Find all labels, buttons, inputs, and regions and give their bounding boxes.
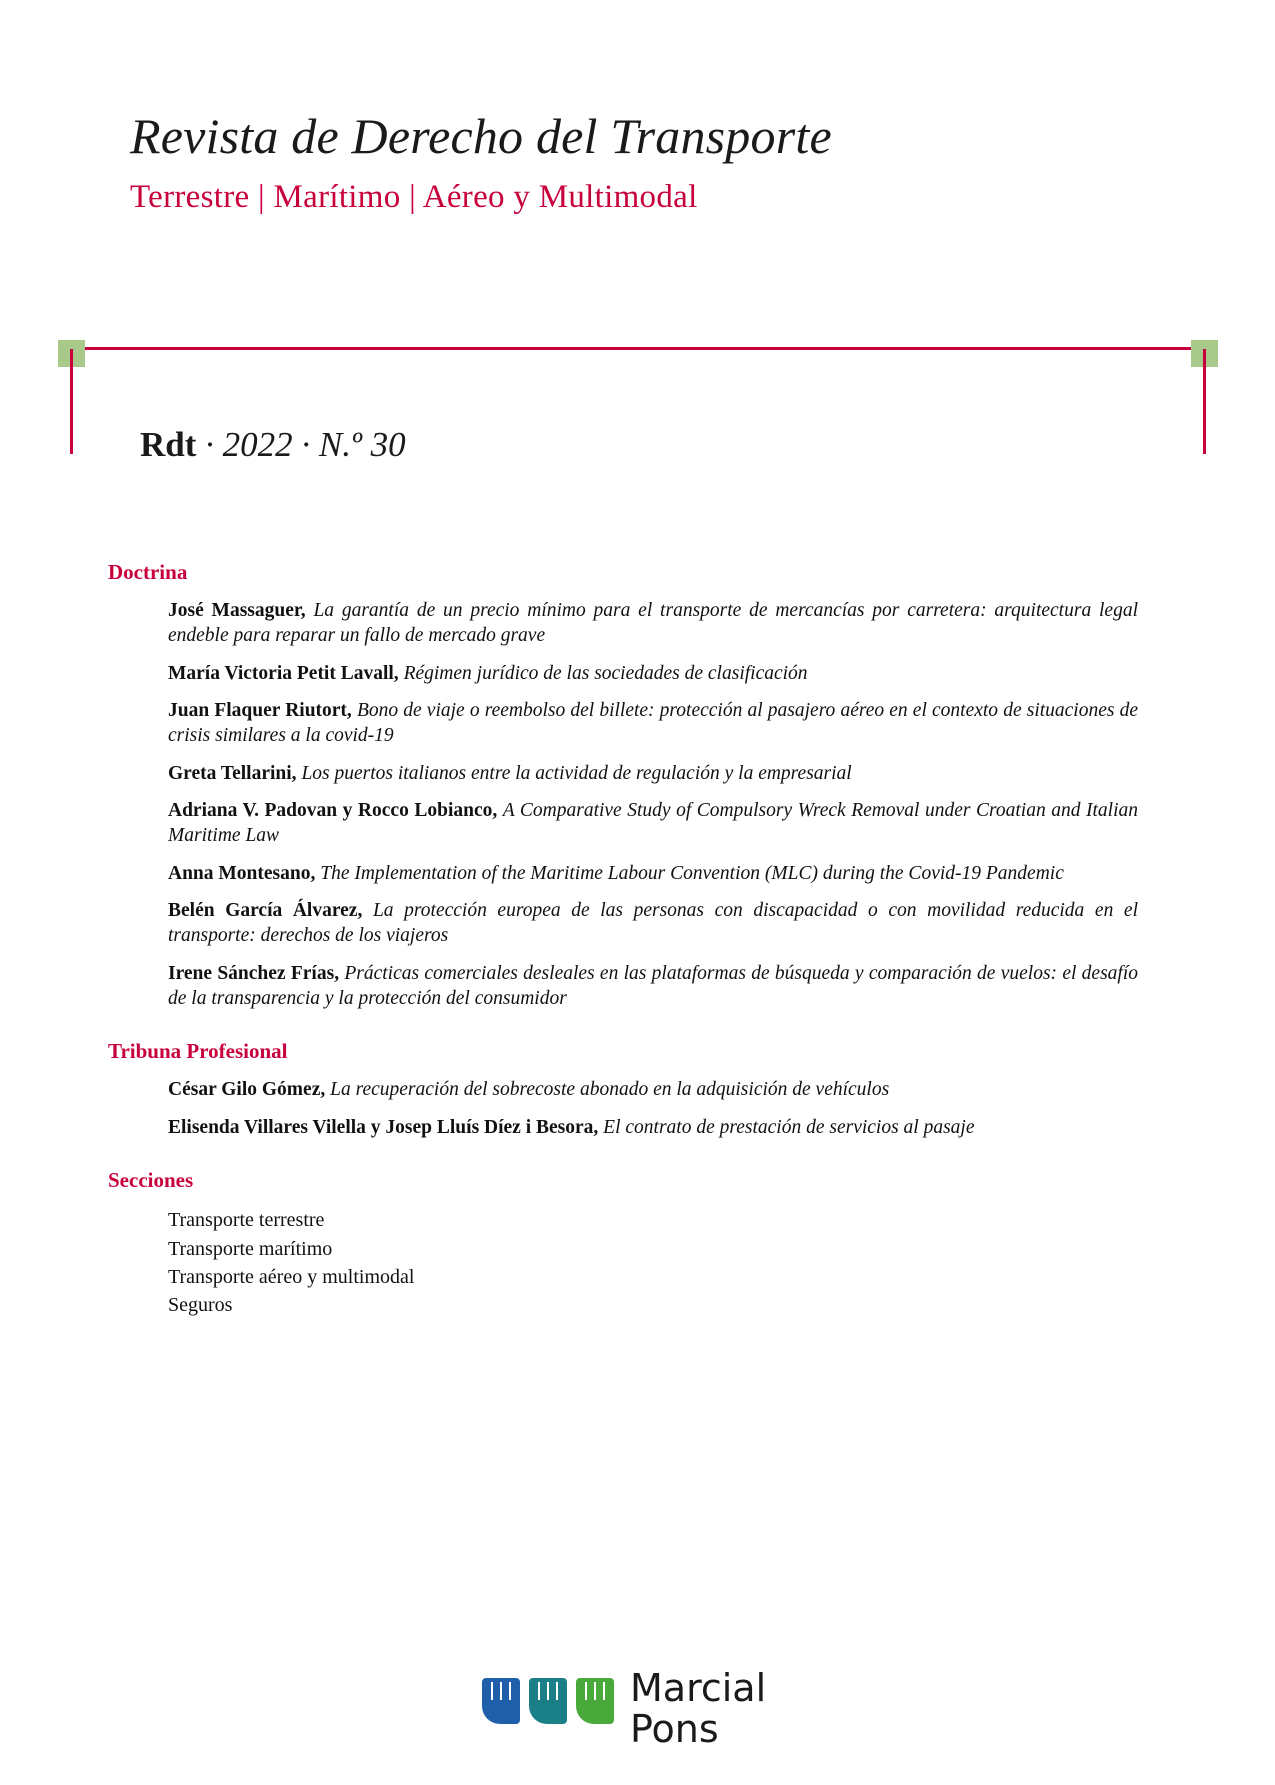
entry-author: Adriana V. Padovan y Rocco Lobianco, xyxy=(168,800,498,822)
horizontal-rule xyxy=(58,347,1218,350)
sections-list xyxy=(168,1206,1138,1320)
marcial-pons-mark-teal-icon xyxy=(529,1678,567,1724)
list-item[interactable] xyxy=(168,1115,1138,1140)
list-item[interactable] xyxy=(168,598,1138,649)
list-item[interactable]: Seguros xyxy=(168,1294,233,1317)
marcial-pons-mark-blue-icon xyxy=(482,1678,520,1724)
section-heading-tribuna-profesional: Tribuna Profesional xyxy=(108,1039,288,1064)
table-of-contents xyxy=(108,560,1138,1320)
publisher-logo xyxy=(482,1666,802,1762)
entry-list-doctrina xyxy=(168,598,1138,1011)
list-item[interactable] xyxy=(168,661,1138,686)
list-item[interactable]: Transporte aéreo y multimodal xyxy=(168,1265,415,1288)
entry-title: Prácticas comerciales desleales en las plataformas de búsqueda y comparación de vuelos: el desafío de la transparencia y la protección del consumidor xyxy=(168,962,1139,1010)
journal-subtitle: Terrestre | Marítimo | Aéreo y Multimodal xyxy=(130,178,698,215)
list-item[interactable] xyxy=(168,698,1138,749)
list-item[interactable] xyxy=(168,861,1138,886)
entry-title: La garantía de un precio mínimo para el transporte de mercancías por carretera: arquitectura legal endeble para reparar un fallo de mercado grave xyxy=(168,600,1138,647)
publisher-name xyxy=(630,1668,766,1750)
issue-details: · 2022 · N.º 30 xyxy=(196,425,406,464)
page-title: Revista de Derecho del Transporte xyxy=(130,108,832,164)
entry-list-tribuna-profesional xyxy=(168,1077,1138,1140)
list-item[interactable]: Transporte terrestre xyxy=(168,1209,325,1232)
entry-title: La recuperación del sobrecoste abonado en la adquisición de vehículos xyxy=(330,1079,890,1101)
list-item[interactable] xyxy=(168,761,1138,786)
entry-author: Greta Tellarini, xyxy=(168,762,297,784)
section-heading-doctrina: Doctrina xyxy=(108,560,188,584)
entry-title: El contrato de prestación de servicios al pasaje xyxy=(603,1116,975,1138)
issue-line xyxy=(140,425,406,465)
list-item[interactable] xyxy=(168,961,1138,1012)
section-heading-secciones: Secciones xyxy=(108,1168,194,1193)
vertical-rule-left xyxy=(70,349,73,454)
entry-title: A Comparative Study of Compulsory Wreck Removal under Croatian and Italian Maritime Law xyxy=(168,800,1139,847)
entry-author: Anna Montesano, xyxy=(168,862,316,884)
entry-author: José Massaguer, xyxy=(168,600,306,621)
list-item[interactable] xyxy=(168,1077,1138,1102)
entry-author: César Gilo Gómez, xyxy=(168,1079,326,1101)
entry-author: María Victoria Petit Lavall, xyxy=(168,662,399,684)
publisher-name-line2: Pons xyxy=(630,1707,719,1752)
entry-author: Belén García Álvarez, xyxy=(168,900,363,922)
vertical-rule-right xyxy=(1203,349,1206,454)
entry-author: Irene Sánchez Frías, xyxy=(168,962,340,984)
entry-title: The Implementation of the Maritime Labour Convention (MLC) during the Covid-19 Pandemic xyxy=(320,862,1064,884)
list-item[interactable] xyxy=(168,798,1138,849)
issue-abbreviation: Rdt xyxy=(140,425,197,464)
entry-author: Elisenda Villares Vilella y Josep Lluís Díez i Besora, xyxy=(168,1116,599,1138)
entry-author: Juan Flaquer Riutort, xyxy=(168,700,352,722)
entry-title: Los puertos italianos entre la actividad de regulación y la empresarial xyxy=(301,762,852,784)
masthead xyxy=(130,110,1150,216)
publisher-name-line1: Marcial xyxy=(630,1666,767,1710)
list-item[interactable] xyxy=(168,898,1138,949)
list-item[interactable]: Transporte marítimo xyxy=(168,1237,333,1260)
entry-title: La protección europea de las personas con discapacidad o con movilidad reducida en el transporte: derechos de los viajeros xyxy=(168,900,1138,947)
marcial-pons-mark-green-icon xyxy=(576,1678,614,1724)
logo-marks xyxy=(482,1678,614,1724)
entry-title: Régimen jurídico de las sociedades de clasificación xyxy=(403,662,808,684)
entry-title: Bono de viaje o reembolso del billete: protección al pasajero aéreo en el contexto de situaciones de crisis similares a la covid-19 xyxy=(168,700,1139,747)
